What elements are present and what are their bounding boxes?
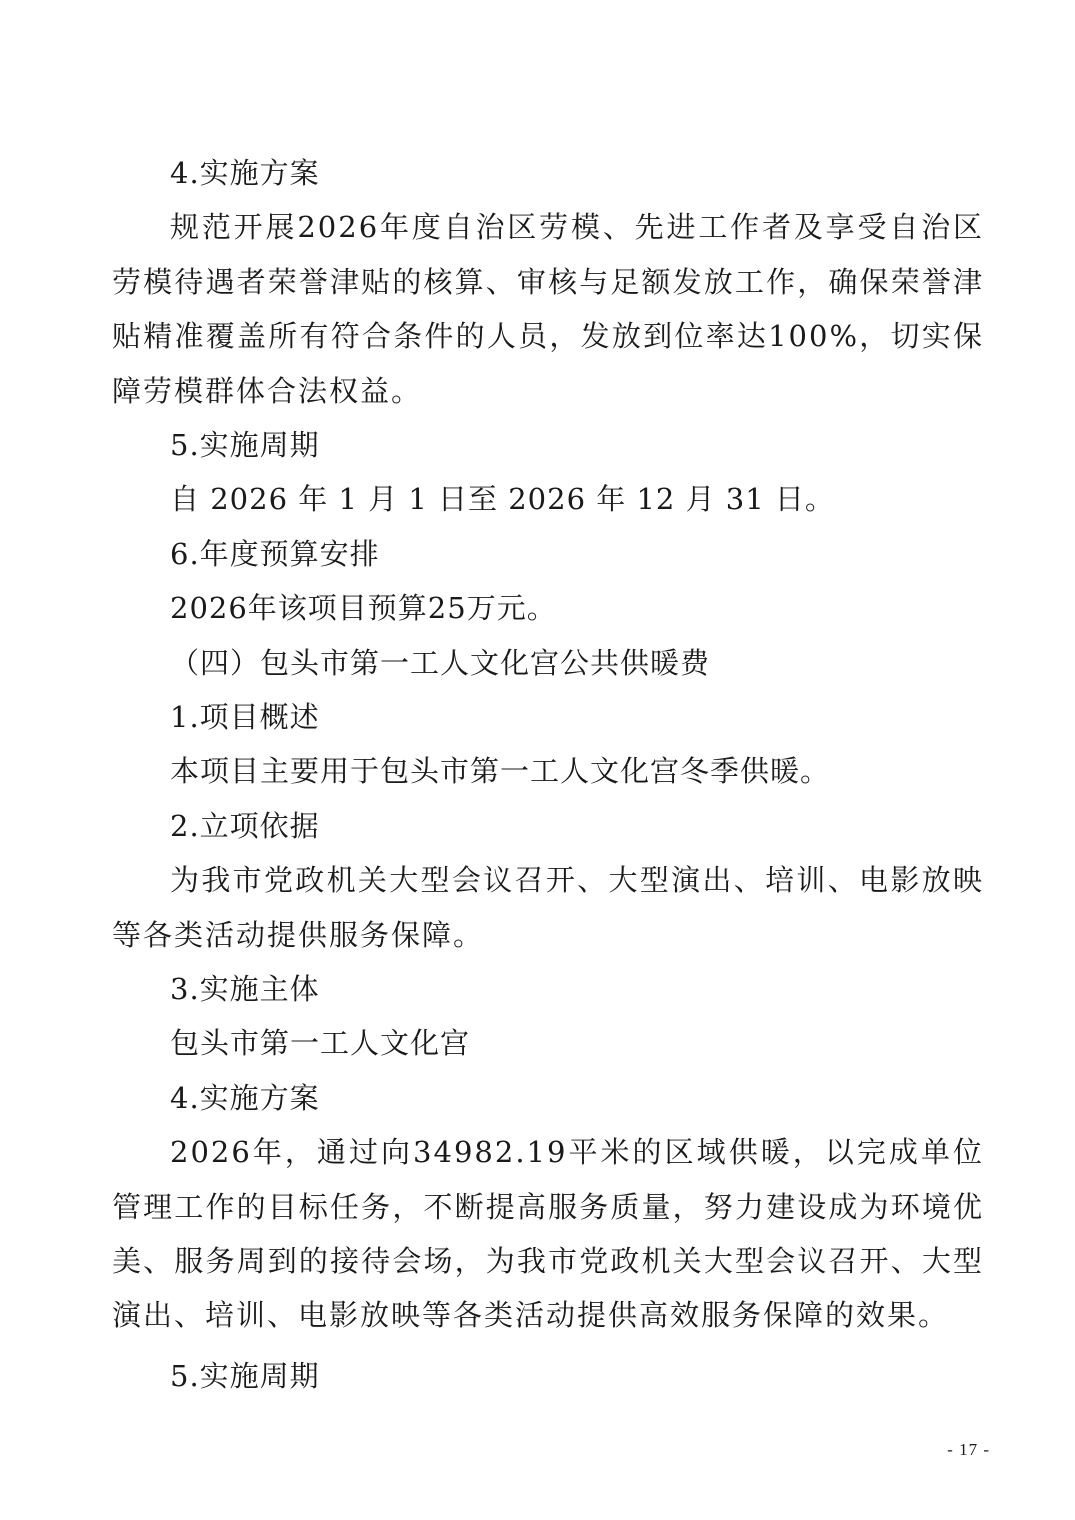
page-number: - 17 - [947, 1440, 990, 1459]
heading-project-overview: 1.项目概述 [170, 699, 320, 734]
heading-implementation-period: 5.实施周期 [170, 428, 320, 463]
heading-implementation-plan-2: 4.实施方案 [170, 1080, 320, 1115]
paragraph-implementation-plan: 规范开展2026年度自治区劳模、先进工作者及享受自治区劳模待遇者荣誉津贴的核算、审核与足额发放工作，确保荣誉津贴精准覆盖所有符合条件的人员，发放到位率达100%，切实保障劳模群体合法权益。 [112, 210, 984, 408]
document-body [112, 146, 984, 1403]
paragraph-project-basis: 为我市党政机关大型会议召开、大型演出、培训、电影放映等各类活动提供服务保障。 [112, 863, 984, 952]
heading-annual-budget: 6.年度预算安排 [170, 536, 380, 571]
paragraph-implementation-plan-2: 2026年，通过向34982.19平米的区域供暖，以完成单位管理工作的目标任务，不断提高服务质量，努力建设成为环境优美、服务周到的接待会场，为我市党政机关大型会议召开、大型演出、培训、电影放映等各类活动提供高效服务保障的效果。 [112, 1135, 984, 1333]
heading-implementing-entity: 3.实施主体 [170, 971, 320, 1006]
heading-implementation-period-2: 5.实施周期 [170, 1358, 320, 1393]
paragraph-annual-budget: 2026年该项目预算25万元。 [170, 591, 557, 626]
heading-implementation-plan: 4.实施方案 [170, 156, 320, 190]
heading-project-basis: 2.立项依据 [170, 808, 320, 843]
paragraph-implementing-entity: 包头市第一工人文化宫 [170, 1026, 471, 1061]
paragraph-project-overview: 本项目主要用于包头市第一工人文化宫冬季供暖。 [170, 754, 831, 789]
paragraph-implementation-period: 自 2026 年 1 月 1 日至 2026 年 12 月 31 日。 [170, 482, 835, 517]
section-title-heating-fee: （四）包头市第一工人文化宫公共供暖费 [170, 645, 711, 680]
